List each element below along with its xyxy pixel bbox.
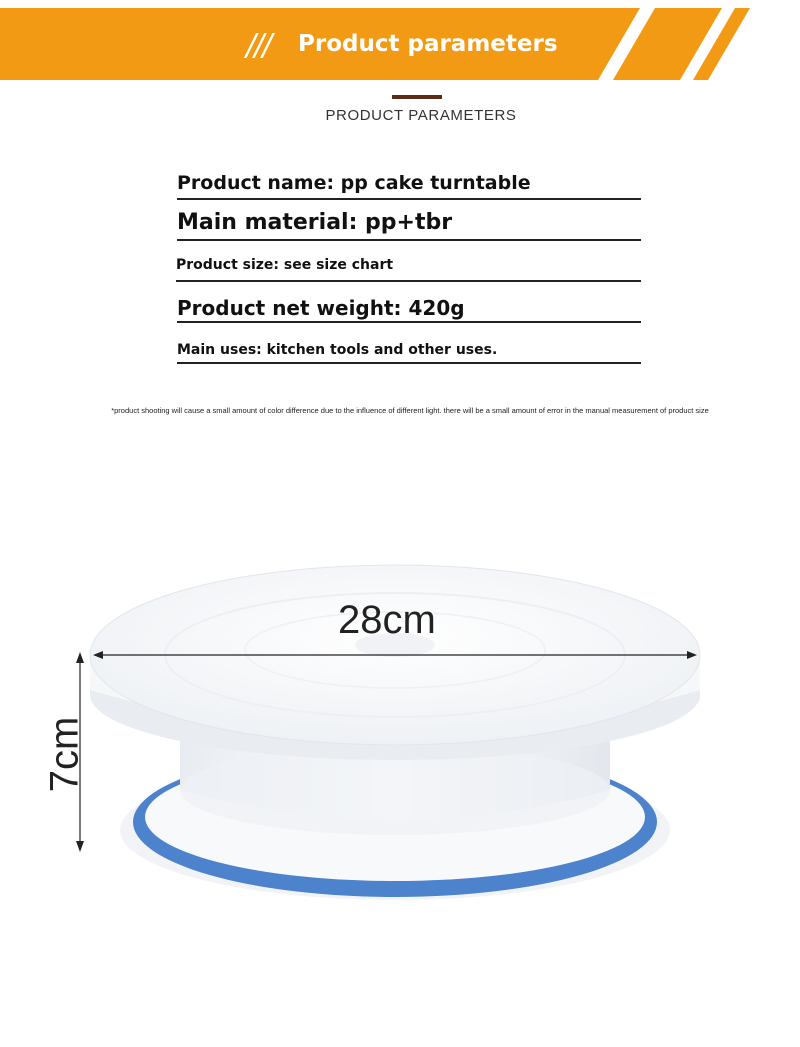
param-product-name: Product name: pp cake turntable <box>177 172 641 200</box>
param-product-size: Product size: see size chart <box>176 257 641 282</box>
param-main-material: Main material: pp+tbr <box>177 210 641 241</box>
header-banner <box>0 0 800 80</box>
subtitle-accent-bar <box>392 95 442 99</box>
banner-title: Product parameters <box>298 31 558 57</box>
width-dimension-label: 28cm <box>338 598 436 642</box>
param-net-weight: Product net weight: 420g <box>177 296 641 323</box>
product-image <box>0 430 800 1043</box>
param-main-uses: Main uses: kitchen tools and other uses. <box>177 342 641 364</box>
height-dimension-label: 7cm <box>42 716 87 793</box>
disclaimer-note: *product shooting will cause a small amount of color difference due to the influence of different light. there will be a small amount of error in the manual measurement of product size <box>111 406 709 415</box>
section-subtitle: PRODUCT PARAMETERS <box>325 107 517 124</box>
cake-turntable-illustration <box>0 430 800 1043</box>
banner-slashes: /// <box>246 28 271 63</box>
